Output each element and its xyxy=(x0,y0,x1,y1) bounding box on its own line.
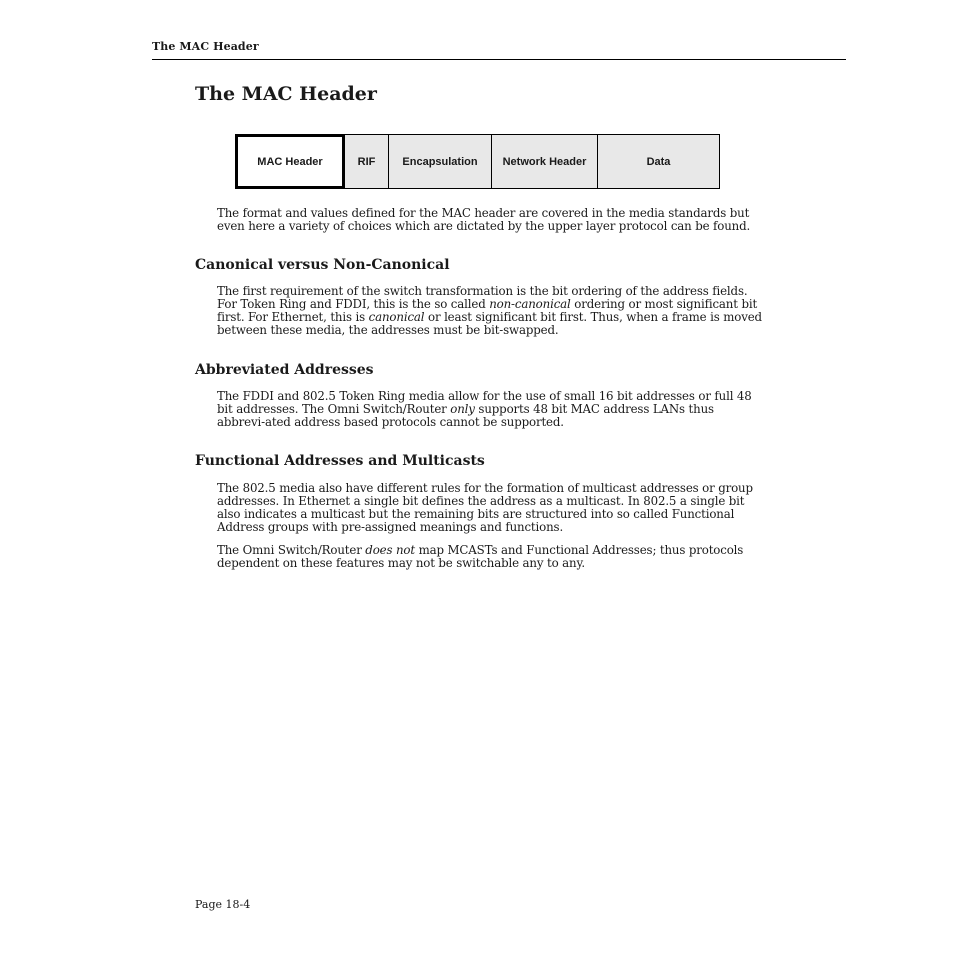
frame-field-rif: RIF xyxy=(345,134,389,189)
functional-paragraph-1: The 802.5 media also have different rules for the formation of multicast addresses or group addresses. In Ethernet a single bit defines the address as a multicast. In 802.5 a single bit also indicates a multicast but the remaining bits are structured into so called Functional Address groups with pre-assigned meanings and functions. xyxy=(217,481,753,534)
intro-paragraph: The format and values defined for the MAC header are covered in the media standards but even here a variety of choices which are dictated by the upper layer protocol can be found. xyxy=(217,206,751,233)
frame-field-data: Data xyxy=(598,134,720,189)
running-header: The MAC Header xyxy=(152,40,259,53)
page-number: Page 18-4 xyxy=(195,898,251,911)
section-heading-abbreviated: Abbreviated Addresses xyxy=(195,362,374,378)
section-heading-canonical: Canonical versus Non-Canonical xyxy=(195,257,450,273)
frame-field-network-header: Network Header xyxy=(492,134,598,189)
frame-format-diagram xyxy=(235,134,720,189)
frame-field-mac-header: MAC Header xyxy=(235,134,345,189)
header-rule xyxy=(152,59,846,60)
abbreviated-paragraph: The FDDI and 802.5 Token Ring media allow for the use of small 16 bit addresses or full 48 bit addresses. The Omni Switch/Router only supports 48 bit MAC address LANs thus abbrevi-ated address based protocols cannot be supported. xyxy=(217,389,752,429)
section-heading-functional: Functional Addresses and Multicasts xyxy=(195,453,485,469)
frame-field-encapsulation: Encapsulation xyxy=(389,134,492,189)
canonical-paragraph: The first requirement of the switch transformation is the bit ordering of the address fields. For Token Ring and FDDI, this is the so called non-canonical ordering or most significant bit first. For Ethernet, this is canonical or least significant bit first. Thus, when a frame is moved between these media, the addresses must be bit-swapped. xyxy=(217,284,762,337)
functional-paragraph-2: The Omni Switch/Router does not map MCASTs and Functional Addresses; thus protocols dependent on these features may not be switchable any to any. xyxy=(217,543,744,570)
page-title: The MAC Header xyxy=(195,83,377,105)
